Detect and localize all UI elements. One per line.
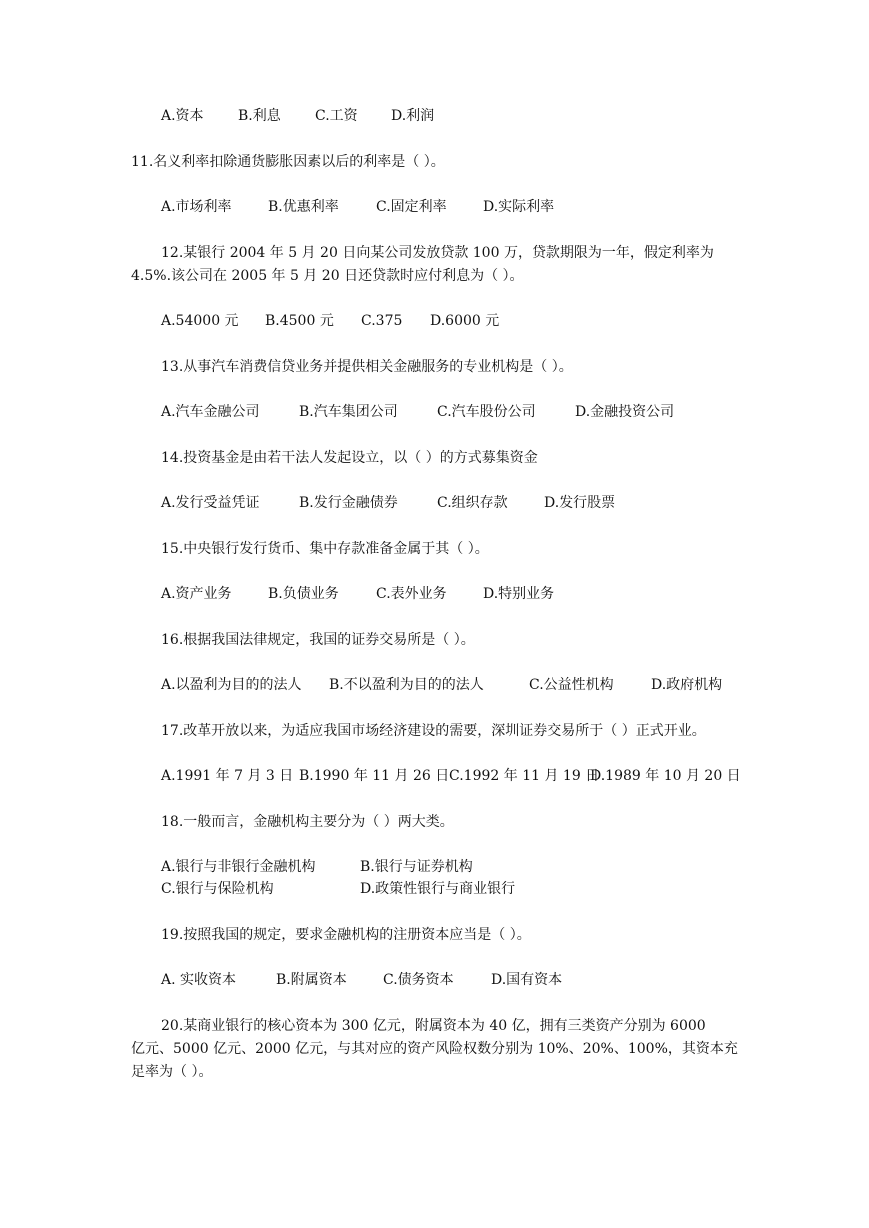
q15-option-a: A.资产业务 [161, 586, 232, 602]
question-20-line1: 20.某商业银行的核心资本为 300 亿元，附属资本为 40 亿，拥有三类资产分别为 6000 [161, 1018, 706, 1034]
q11-option-d: D.实际利率 [483, 199, 555, 215]
q19-option-d: D.国有资本 [491, 972, 563, 988]
question-12-line2: 4.5%.该公司在 2005 年 5 月 20 日还贷款时应付利息为（ ）。 [131, 268, 524, 284]
q10-option-d: D.利润 [391, 108, 435, 124]
question-16: 16.根据我国法律规定，我国的证券交易所是（ ）。 [161, 632, 475, 648]
q13-option-a: A.汽车金融公司 [161, 404, 260, 420]
q17-option-c: C.1992 年 11 月 19 日 [449, 768, 600, 784]
q19-option-c: C.债务资本 [383, 972, 454, 988]
q13-option-d: D.金融投资公司 [575, 404, 675, 420]
q11-option-c: C.固定利率 [376, 199, 447, 215]
q16-option-d: D.政府机构 [651, 677, 723, 693]
q18-option-a: A.银行与非银行金融机构 [161, 859, 316, 875]
q17-option-a: A.1991 年 7 月 3 日 [161, 768, 294, 784]
q12-option-b: B.4500 元 [265, 313, 334, 329]
q19-option-a: A. 实收资本 [161, 972, 237, 988]
q19-option-b: B.附属资本 [276, 972, 347, 988]
q11-option-b: B.优惠利率 [268, 199, 339, 215]
question-20-line2: 亿元、5000 亿元、2000 亿元，与其对应的资产风险权数分别为 10%、20%、100%，其资本充 [131, 1041, 738, 1057]
q15-option-b: B.负债业务 [268, 586, 339, 602]
q18-option-c: C.银行与保险机构 [161, 881, 274, 897]
question-19: 19.按照我国的规定，要求金融机构的注册资本应当是（ ）。 [161, 927, 531, 943]
q10-option-a: A.资本 [161, 108, 204, 124]
q14-option-d: D.发行股票 [544, 495, 616, 511]
q12-option-a: A.54000 元 [161, 313, 239, 329]
question-12-line1: 12.某银行 2004 年 5 月 20 日向某公司发放贷款 100 万，贷款期限为一年，假定利率为 [161, 245, 714, 261]
q11-option-a: A.市场利率 [161, 199, 232, 215]
q18-option-d: D.政策性银行与商业银行 [360, 881, 516, 897]
q14-option-a: A.发行受益凭证 [161, 495, 260, 511]
q13-option-b: B.汽车集团公司 [299, 404, 398, 420]
q10-option-b: B.利息 [238, 108, 281, 124]
question-17: 17.改革开放以来，为适应我国市场经济建设的需要，深圳证券交易所于（ ）正式开业。 [161, 723, 706, 739]
question-14: 14.投资基金是由若干法人发起设立，以（ ）的方式募集资金 [161, 450, 538, 466]
q18-option-b: B.银行与证券机构 [360, 859, 473, 875]
q17-option-d: D.1989 年 10 月 20 日 [590, 768, 741, 784]
question-13: 13.从事汽车消费信贷业务并提供相关金融服务的专业机构是（ ）。 [161, 359, 573, 375]
question-11: 11.名义利率扣除通货膨胀因素以后的利率是（ ）。 [131, 154, 445, 170]
q17-option-b: B.1990 年 11 月 26 日 [299, 768, 450, 784]
question-18: 18.一般而言，金融机构主要分为（ ）两大类。 [161, 814, 454, 830]
q12-option-c: C.375 [361, 313, 403, 329]
q15-option-c: C.表外业务 [376, 586, 447, 602]
q12-option-d: D.6000 元 [430, 313, 500, 329]
q14-option-c: C.组织存款 [437, 495, 508, 511]
q16-option-c: C.公益性机构 [529, 677, 614, 693]
q13-option-c: C.汽车股份公司 [437, 404, 536, 420]
q14-option-b: B.发行金融债券 [299, 495, 398, 511]
q16-option-b: B.不以盈利为目的的法人 [329, 677, 484, 693]
q16-option-a: A.以盈利为目的的法人 [161, 677, 302, 693]
q15-option-d: D.特别业务 [483, 586, 555, 602]
q10-option-c: C.工资 [315, 108, 358, 124]
question-15: 15.中央银行发行货币、集中存款准备金属于其（ ）。 [161, 541, 489, 557]
question-20-line3: 足率为（ ）。 [131, 1064, 213, 1080]
